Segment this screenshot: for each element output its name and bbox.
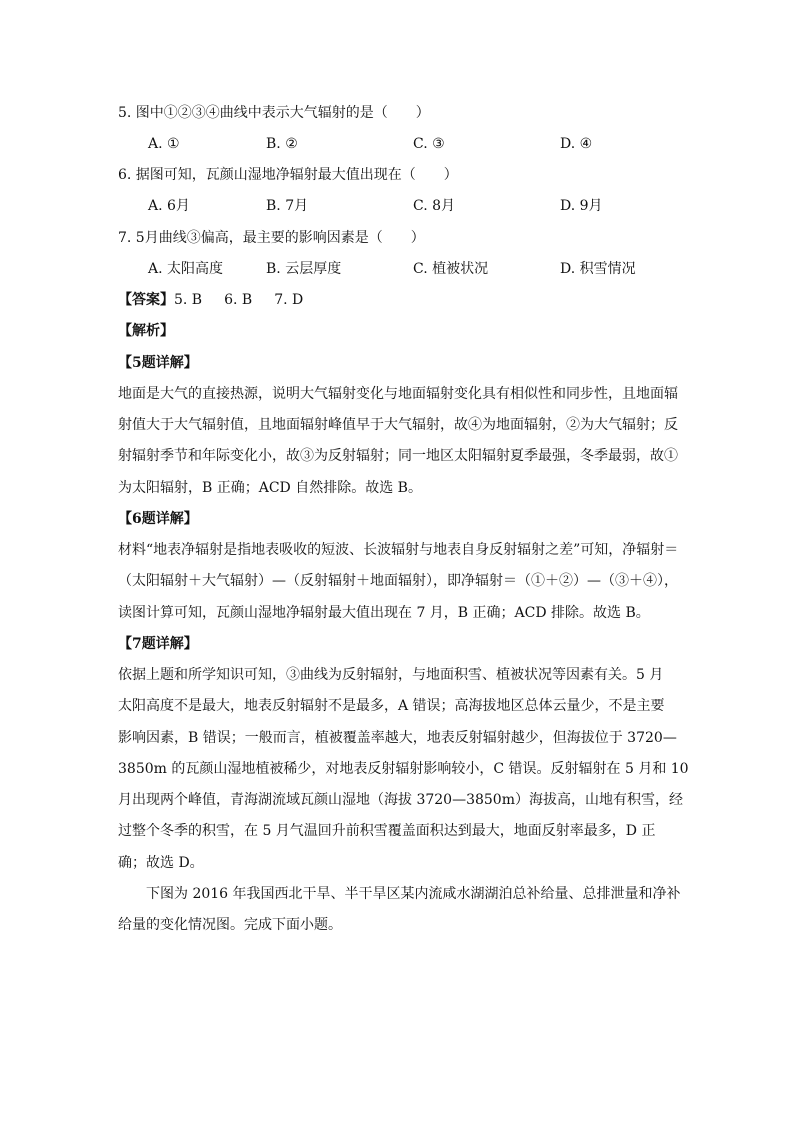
- question-7-option-a: A. 太阳高度: [148, 261, 224, 277]
- answer-line: [118, 290, 325, 310]
- intro-line: 给量的变化情况图。完成下面小题。: [118, 917, 342, 933]
- question-6-stem: 6. 据图可知，瓦颜山湿地净辐射最大值出现在（ ）: [118, 167, 458, 183]
- section-5-title: 【5题详解】: [118, 355, 198, 371]
- question-6-options: [148, 196, 708, 216]
- section-6-title: 【6题详解】: [118, 511, 198, 527]
- section-7-line: 3850m 的瓦颜山湿地植被稀少，对地表反射辐射影响较小，C 错误。反射辐射在 5 月和 10: [118, 761, 689, 777]
- section-5-line: 射值大于大气辐射值，且地面辐射峰值早于大气辐射，故④为地面辐射，②为大气辐射；反: [118, 417, 678, 433]
- section-7-title: 【7题详解】: [118, 636, 198, 652]
- section-6-line: （太阳辐射＋大气辐射）—（反射辐射＋地面辐射），即净辐射＝（①＋②）—（③＋④），: [118, 573, 678, 589]
- section-6-line: 材料“地表净辐射是指地表吸收的短波、长波辐射与地表自身反射辐射之差”可知，净辐射＝: [118, 542, 679, 558]
- question-7-option-b: B. 云层厚度: [266, 261, 342, 277]
- section-7-line: 太阳高度不是最大，地表反射辐射不是最多，A 错误；高海拔地区总体云量少，不是主要: [118, 698, 665, 714]
- answer-item-6: 6. B: [224, 292, 253, 308]
- section-7-line: 依据上题和所学知识可知，③曲线为反射辐射，与地面积雪、植被状况等因素有关。5 月: [118, 667, 664, 683]
- section-7-line: 影响因素，B 错误；一般而言，植被覆盖率越大，地表反射辐射越少，但海拔位于 3720—: [118, 730, 677, 746]
- question-5-option-c: C. ③: [413, 136, 445, 152]
- section-5-line: 为太阳辐射，B 正确；ACD 自然排除。故选 B。: [118, 480, 422, 496]
- intro-line: 下图为 2016 年我国西北干旱、半干旱区某内流咸水湖湖泊总补给量、总排泄量和净补: [118, 886, 681, 902]
- question-5-options: [148, 134, 708, 154]
- section-6-line: 读图计算可知，瓦颜山湿地净辐射最大值出现在 7 月，B 正确；ACD 排除。故选 B。: [118, 605, 650, 621]
- question-6-option-d: D. 9月: [560, 198, 603, 214]
- question-7-options: [148, 259, 708, 279]
- analysis-label: 【解析】: [118, 323, 174, 339]
- answer-item-7: 7. D: [274, 292, 304, 308]
- question-5-stem: 5. 图中①②③④曲线中表示大气辐射的是（ ）: [118, 105, 430, 121]
- section-7-line: 确；故选 D。: [118, 855, 204, 871]
- question-5-option-b: B. ②: [266, 136, 298, 152]
- question-7-option-c: C. 植被状况: [413, 261, 489, 277]
- answer-label: 【答案】: [118, 292, 174, 308]
- question-6-option-c: C. 8月: [413, 198, 456, 214]
- question-7-stem: 7. 5月曲线③偏高，最主要的影响因素是（ ）: [118, 230, 425, 246]
- question-7-option-d: D. 积雪情况: [560, 261, 636, 277]
- question-5-option-d: D. ④: [560, 136, 593, 152]
- question-5-option-a: A. ①: [148, 136, 180, 152]
- section-7-line: 过整个冬季的积雪，在 5 月气温回升前积雪覆盖面积达到最大，地面反射率最多，D 正: [118, 823, 656, 839]
- section-5-line: 射辐射季节和年际变化小，故③为反射辐射；同一地区太阳辐射夏季最强，冬季最弱，故①: [118, 448, 678, 464]
- question-6-option-b: B. 7月: [266, 198, 309, 214]
- section-7-line: 月出现两个峰值，青海湖流域瓦颜山湿地（海拔 3720—3850m）海拔高，山地有积雪，经: [118, 792, 683, 808]
- answer-item-5: 5. B: [174, 292, 203, 308]
- question-6-option-a: A. 6月: [148, 198, 190, 214]
- section-5-line: 地面是大气的直接热源，说明大气辐射变化与地面辐射变化具有相似性和同步性，且地面辐: [118, 386, 678, 402]
